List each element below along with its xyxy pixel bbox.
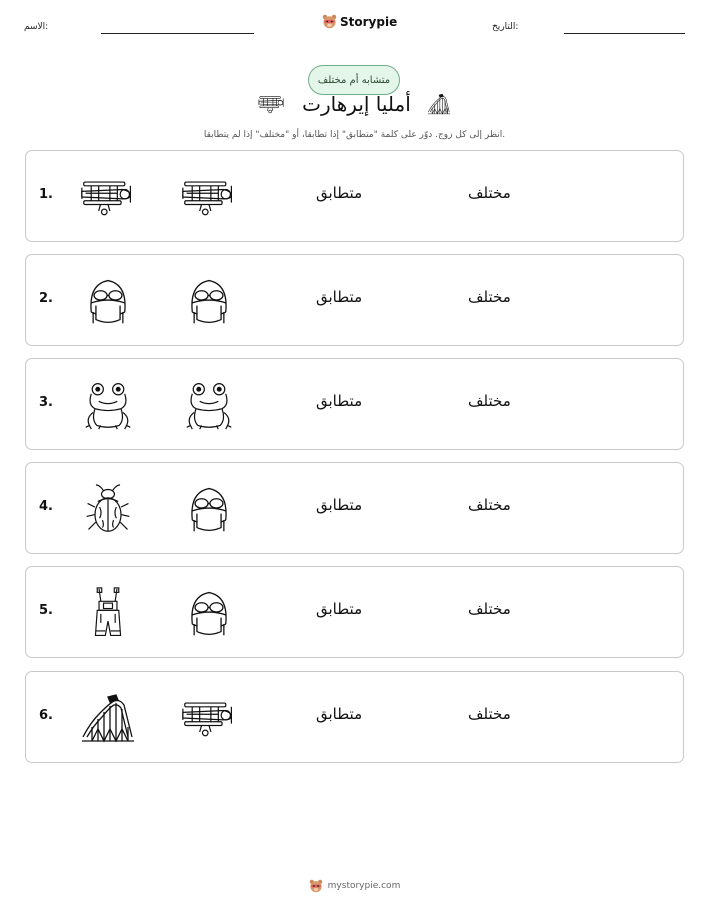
brand-logo [322,14,397,29]
frog-icon [80,379,136,431]
name-line[interactable] [101,33,254,34]
aviator-helmet-icon [181,587,237,639]
same-option[interactable]: متطابق [316,496,363,514]
question-number: 6. [39,708,53,723]
question-row [25,566,684,658]
roller-coaster-icon [80,692,136,744]
question-row [25,150,684,242]
question-number: 2. [39,291,53,306]
same-option[interactable]: متطابق [316,600,363,618]
date-line[interactable] [564,33,685,34]
aviator-helmet-icon [181,275,237,327]
same-option[interactable]: متطابق [316,288,363,306]
question-number: 3. [39,395,53,410]
different-option[interactable]: مختلف [468,496,511,514]
biplane-icon [258,93,286,115]
aviator-helmet-icon [181,483,237,535]
footer [0,879,709,893]
same-option[interactable]: متطابق [316,392,363,410]
biplane-icon [181,692,237,744]
question-number: 4. [39,499,53,514]
biplane-icon [80,171,136,223]
instructions: انظر إلى كل زوج. دوّر على كلمة "متطابق" إذا تطابقا، أو "مختلف" إذا لم يتطابقا. [203,130,506,140]
storypie-bear-icon [309,879,323,893]
biplane-icon [181,171,237,223]
question-row [25,254,684,346]
title-row [0,92,709,116]
storypie-bear-icon [322,14,337,29]
roller-coaster-icon [427,93,451,115]
question-row [25,671,684,763]
aviator-helmet-icon [80,275,136,327]
question-row [25,358,684,450]
same-option[interactable]: متطابق [316,705,363,723]
question-row [25,462,684,554]
different-option[interactable]: مختلف [468,392,511,410]
footer-url[interactable]: mystorypie.com [327,881,401,891]
question-number: 5. [39,603,53,618]
brand-name: Storypie [340,14,398,29]
page-title: أمليا إيرهارت [302,92,411,116]
different-option[interactable]: مختلف [468,184,511,202]
different-option[interactable]: مختلف [468,600,511,618]
beetle-icon [80,483,136,535]
worksheet-type-badge: متشابه أم مختلف [308,65,400,95]
different-option[interactable]: مختلف [468,705,511,723]
question-number: 1. [39,187,53,202]
overalls-icon [80,587,136,639]
different-option[interactable]: مختلف [468,288,511,306]
name-label: الاسم: [24,22,49,32]
date-label: التاريخ: [492,22,519,32]
same-option[interactable]: متطابق [316,184,363,202]
frog-icon [181,379,237,431]
